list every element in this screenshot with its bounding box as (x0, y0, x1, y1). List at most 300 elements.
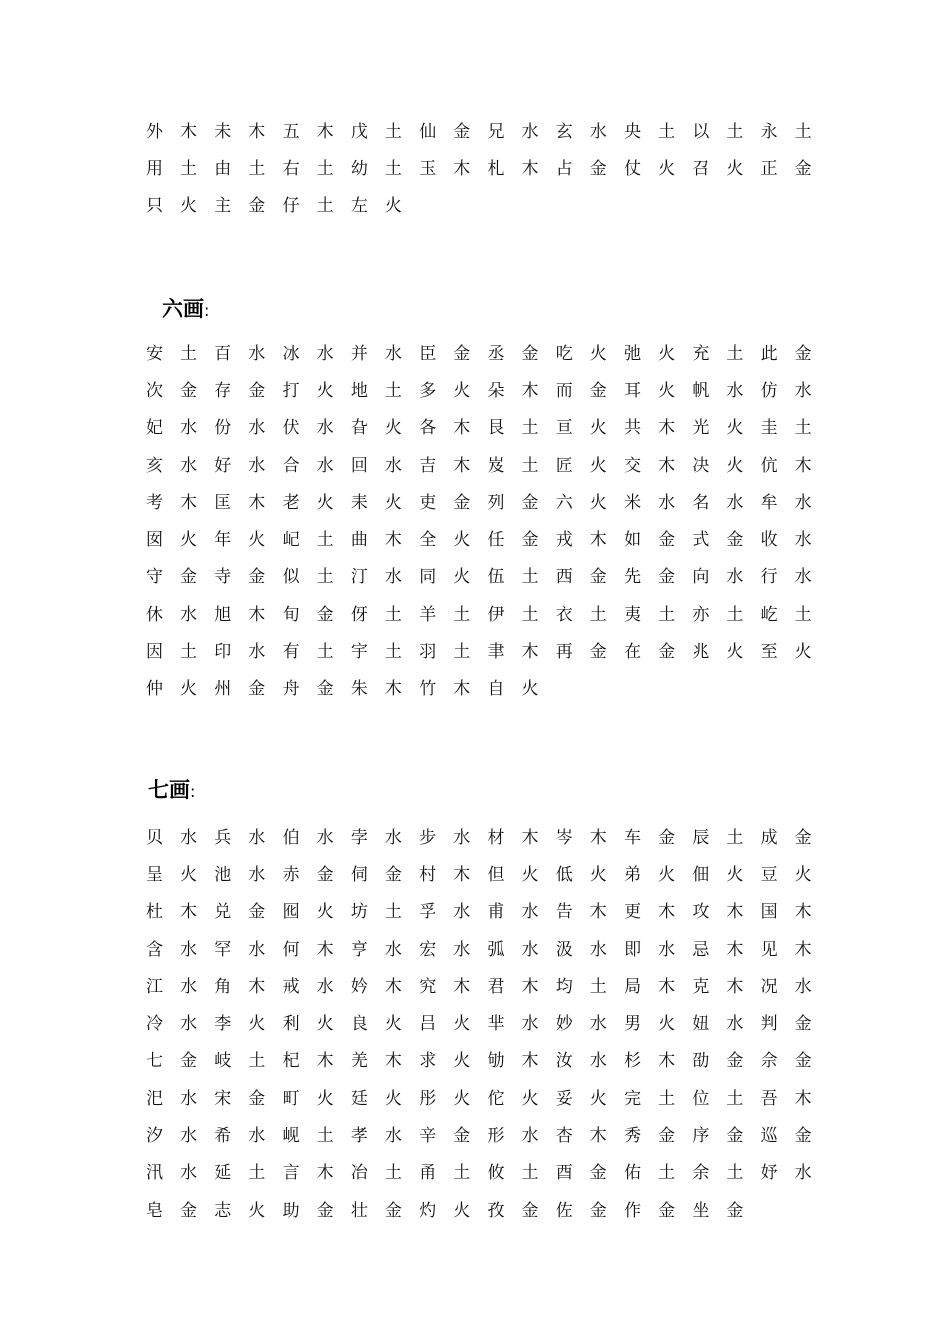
char-entry (146, 381, 214, 401)
char-entry (283, 344, 351, 364)
element-label: 火 (726, 158, 744, 179)
character: 戊 (350, 121, 368, 142)
element-label: 水 (726, 567, 744, 588)
character: 帆 (692, 380, 710, 401)
character: 妗 (350, 976, 368, 997)
element-label: 金 (180, 380, 197, 401)
element-label: 土 (384, 604, 402, 625)
character: 劭 (692, 1051, 710, 1072)
element-label: 木 (453, 455, 471, 476)
element-label: 火 (521, 864, 539, 885)
character: 孜 (487, 1200, 505, 1221)
character: 壮 (350, 1200, 368, 1221)
char-entry (419, 902, 487, 922)
character: 妃 (146, 418, 163, 439)
element-label: 水 (180, 418, 197, 439)
character: 佘 (760, 1051, 778, 1072)
char-row (146, 521, 829, 558)
char-entry (283, 122, 351, 142)
element-label: 金 (794, 1126, 812, 1147)
char-row (146, 819, 829, 856)
element-label: 水 (794, 1163, 812, 1184)
element-label: 火 (521, 679, 539, 700)
character: 亘 (555, 418, 573, 439)
character: 判 (760, 1014, 778, 1035)
character: 羽 (419, 642, 437, 663)
element-label: 土 (726, 604, 744, 625)
char-entry (419, 828, 487, 848)
char-entry (624, 605, 692, 625)
character: 国 (760, 902, 778, 923)
char-row (146, 410, 829, 447)
char-entry (624, 344, 692, 364)
char-entry (146, 828, 214, 848)
element-label: 水 (521, 902, 539, 923)
char-entry (624, 567, 692, 587)
element-label: 木 (453, 679, 471, 700)
character: 聿 (487, 642, 505, 663)
character: 兵 (214, 827, 232, 848)
element-label: 火 (589, 864, 607, 885)
character: 打 (282, 380, 300, 401)
char-entry (487, 642, 555, 662)
char-entry (214, 344, 282, 364)
element-label: 土 (384, 121, 402, 142)
character: 主 (214, 196, 232, 217)
element-label: 水 (316, 976, 334, 997)
char-row (146, 484, 829, 521)
char-entry (761, 605, 829, 625)
char-entry (692, 530, 760, 550)
element-label: 木 (384, 530, 402, 551)
char-entry (487, 344, 555, 364)
element-label: 火 (453, 1051, 471, 1072)
char-entry (556, 418, 624, 438)
char-row (146, 968, 829, 1005)
character: 朵 (487, 380, 505, 401)
char-entry (419, 1163, 487, 1183)
char-row (146, 633, 829, 670)
char-entry (487, 865, 555, 885)
element-label: 土 (453, 604, 471, 625)
char-entry (624, 381, 692, 401)
char-entry (146, 1163, 214, 1183)
character: 汐 (146, 1126, 163, 1147)
character: 寺 (214, 567, 232, 588)
character: 佃 (692, 864, 710, 885)
char-entry (214, 381, 282, 401)
element-label: 火 (658, 1014, 676, 1035)
character: 任 (487, 530, 505, 551)
char-entry (283, 1051, 351, 1071)
char-entry (487, 605, 555, 625)
element-label: 木 (384, 976, 402, 997)
element-label: 水 (180, 1163, 197, 1184)
char-entry (283, 196, 351, 216)
char-entry (146, 865, 214, 885)
element-label: 木 (589, 902, 607, 923)
char-entry (487, 1163, 555, 1183)
char-entry (692, 828, 760, 848)
char-entry (419, 642, 487, 662)
char-row (146, 1005, 829, 1042)
char-entry (624, 122, 692, 142)
element-label: 木 (589, 530, 607, 551)
character: 克 (692, 976, 710, 997)
element-label: 土 (794, 604, 812, 625)
character: 多 (419, 380, 437, 401)
char-row (146, 1192, 829, 1229)
element-label: 土 (316, 1126, 334, 1147)
element-label: 火 (384, 196, 402, 217)
character: 充 (692, 343, 710, 364)
char-entry (761, 1126, 829, 1146)
character: 兑 (214, 902, 232, 923)
char-row (146, 856, 829, 893)
character: 戒 (282, 976, 300, 997)
element-label: 水 (453, 827, 471, 848)
char-entry (556, 1089, 624, 1109)
char-entry (283, 1201, 351, 1221)
element-label: 火 (726, 864, 744, 885)
character: 右 (282, 158, 300, 179)
element-label: 土 (589, 604, 607, 625)
char-entry (692, 1089, 760, 1109)
char-entry (283, 679, 351, 699)
element-label: 木 (453, 158, 471, 179)
element-label: 土 (316, 642, 334, 663)
element-label: 火 (658, 158, 676, 179)
char-entry (283, 605, 351, 625)
element-label: 火 (726, 642, 744, 663)
element-label: 金 (589, 1163, 607, 1184)
element-label: 火 (453, 567, 471, 588)
char-entry (146, 456, 214, 476)
character: 坊 (350, 902, 368, 923)
character: 因 (146, 642, 163, 663)
character: 彤 (419, 1088, 437, 1109)
character: 豆 (760, 864, 778, 885)
char-entry (487, 456, 555, 476)
character: 伺 (350, 864, 368, 885)
char-entry (146, 940, 214, 960)
element-label: 火 (384, 418, 402, 439)
character: 五 (282, 121, 300, 142)
char-entry (556, 977, 624, 997)
char-entry (624, 159, 692, 179)
character: 如 (624, 530, 642, 551)
element-label: 土 (521, 1163, 539, 1184)
element-label: 金 (248, 679, 266, 700)
character: 妞 (692, 1014, 710, 1035)
character: 妤 (760, 1163, 778, 1184)
char-entry (214, 1163, 282, 1183)
character: 央 (624, 121, 642, 142)
element-label: 木 (180, 902, 197, 923)
character: 岐 (214, 1051, 232, 1072)
char-entry (419, 977, 487, 997)
element-label: 木 (248, 121, 266, 142)
char-entry (214, 1014, 282, 1034)
element-label: 水 (794, 492, 812, 513)
char-entry (419, 940, 487, 960)
character: 志 (214, 1200, 232, 1221)
element-label: 火 (521, 1088, 539, 1109)
element-label: 木 (658, 976, 676, 997)
char-entry (556, 122, 624, 142)
element-label: 土 (658, 1163, 676, 1184)
char-row (146, 894, 829, 931)
char-row (146, 671, 829, 708)
char-entry (692, 977, 760, 997)
character: 伍 (487, 567, 505, 588)
element-label: 火 (248, 1014, 266, 1035)
character: 弟 (624, 864, 642, 885)
char-entry (556, 159, 624, 179)
character: 更 (624, 902, 642, 923)
character: 向 (692, 567, 710, 588)
element-label: 木 (521, 1051, 539, 1072)
character: 作 (624, 1200, 642, 1221)
character: 光 (692, 418, 710, 439)
element-label: 水 (180, 1126, 197, 1147)
char-entry (351, 679, 419, 699)
element-label: 木 (248, 976, 266, 997)
char-entry (556, 530, 624, 550)
character: 百 (214, 343, 232, 364)
element-label: 水 (384, 567, 402, 588)
char-entry (146, 977, 214, 997)
char-entry (487, 159, 555, 179)
char-entry (351, 605, 419, 625)
char-entry (624, 530, 692, 550)
element-label: 木 (316, 939, 334, 960)
element-label: 金 (726, 1126, 744, 1147)
element-label: 水 (248, 642, 266, 663)
element-label: 水 (794, 567, 812, 588)
character: 自 (487, 679, 505, 700)
character: 低 (555, 864, 573, 885)
char-entry (487, 977, 555, 997)
character: 共 (624, 418, 642, 439)
char-entry (761, 642, 829, 662)
character: 助 (282, 1200, 300, 1221)
character: 曲 (350, 530, 368, 551)
character: 耒 (350, 492, 368, 513)
character: 局 (624, 976, 642, 997)
section-seven-strokes-list (146, 819, 829, 1229)
char-entry (351, 977, 419, 997)
character: 延 (214, 1163, 232, 1184)
element-label: 金 (794, 827, 812, 848)
character: 角 (214, 976, 232, 997)
element-label: 水 (180, 1088, 197, 1109)
character: 休 (146, 604, 163, 625)
char-entry (283, 642, 351, 662)
char-entry (761, 1089, 829, 1109)
char-entry (214, 159, 282, 179)
character: 甫 (487, 902, 505, 923)
element-label: 木 (658, 902, 676, 923)
character: 考 (146, 492, 163, 513)
element-label: 土 (316, 530, 334, 551)
char-entry (214, 679, 282, 699)
element-label: 火 (726, 418, 744, 439)
char-entry (146, 605, 214, 625)
element-label: 火 (589, 343, 607, 364)
element-label: 金 (658, 567, 676, 588)
character: 左 (350, 196, 368, 217)
character: 羊 (419, 604, 437, 625)
char-entry (624, 1163, 692, 1183)
character: 未 (214, 121, 232, 142)
char-entry (624, 1126, 692, 1146)
char-entry (351, 1201, 419, 1221)
character: 佑 (624, 1163, 642, 1184)
char-entry (146, 1014, 214, 1034)
char-entry (761, 122, 829, 142)
character: 占 (555, 158, 573, 179)
character: 玄 (555, 121, 573, 142)
character: 玉 (419, 158, 437, 179)
section-six-strokes-list (146, 335, 829, 708)
element-label: 火 (794, 642, 812, 663)
element-label: 金 (453, 1126, 471, 1147)
char-row (146, 1155, 829, 1192)
element-label: 金 (453, 343, 471, 364)
character: 余 (692, 1163, 710, 1184)
character: 含 (146, 939, 163, 960)
element-label: 水 (521, 939, 539, 960)
char-entry (419, 122, 487, 142)
character: 佐 (555, 1200, 573, 1221)
element-label: 水 (180, 1014, 197, 1035)
element-label: 金 (248, 567, 266, 588)
element-label: 水 (248, 343, 266, 364)
element-label: 金 (794, 343, 812, 364)
character: 甬 (419, 1163, 437, 1184)
char-entry (487, 902, 555, 922)
character: 灼 (419, 1200, 437, 1221)
element-label: 火 (316, 902, 334, 923)
element-label: 水 (384, 827, 402, 848)
element-label: 金 (589, 1200, 607, 1221)
character: 冷 (146, 1014, 163, 1035)
element-label: 水 (453, 902, 471, 923)
char-entry (556, 1014, 624, 1034)
element-label: 水 (726, 380, 744, 401)
element-label: 土 (384, 158, 402, 179)
char-entry (419, 1089, 487, 1109)
char-entry (419, 679, 487, 699)
character: 名 (692, 492, 710, 513)
char-entry (283, 530, 351, 550)
character: 弛 (624, 343, 642, 364)
char-entry (692, 456, 760, 476)
char-entry (692, 642, 760, 662)
character: 芈 (487, 1014, 505, 1035)
character: 良 (350, 1014, 368, 1035)
element-label: 火 (316, 1014, 334, 1035)
character: 交 (624, 455, 642, 476)
character: 安 (146, 343, 163, 364)
character: 坐 (692, 1200, 710, 1221)
character: 伉 (760, 455, 778, 476)
char-entry (692, 381, 760, 401)
char-entry (692, 902, 760, 922)
character: 秀 (624, 1126, 642, 1147)
char-entry (556, 493, 624, 513)
character: 冶 (350, 1163, 368, 1184)
char-entry (146, 642, 214, 662)
character: 旮 (350, 418, 368, 439)
character: 男 (624, 1014, 642, 1035)
char-entry (214, 865, 282, 885)
character: 仲 (146, 679, 163, 700)
element-label: 水 (316, 827, 334, 848)
char-entry (419, 605, 487, 625)
character: 以 (692, 121, 710, 142)
char-entry (214, 977, 282, 997)
element-label: 土 (180, 158, 197, 179)
char-entry (283, 940, 351, 960)
element-label: 水 (794, 380, 812, 401)
element-label: 土 (384, 380, 402, 401)
element-label: 木 (453, 976, 471, 997)
element-label: 水 (248, 1126, 266, 1147)
char-entry (692, 1014, 760, 1034)
character: 辰 (692, 827, 710, 848)
char-entry (556, 828, 624, 848)
character: 同 (419, 567, 437, 588)
character: 臣 (419, 343, 437, 364)
element-label: 水 (384, 1126, 402, 1147)
character: 皂 (146, 1200, 163, 1221)
element-label: 火 (453, 1088, 471, 1109)
element-label: 金 (316, 1200, 334, 1221)
element-label: 水 (384, 939, 402, 960)
char-entry (283, 567, 351, 587)
character: 究 (419, 976, 437, 997)
element-label: 火 (453, 1014, 471, 1035)
element-label: 水 (794, 976, 812, 997)
char-entry (556, 344, 624, 364)
character: 妙 (555, 1014, 573, 1035)
character: 亦 (692, 604, 710, 625)
character: 伢 (350, 604, 368, 625)
element-label: 水 (180, 939, 197, 960)
element-label: 水 (658, 492, 676, 513)
character: 吉 (419, 455, 437, 476)
element-label: 土 (726, 343, 744, 364)
char-entry (214, 940, 282, 960)
element-label: 水 (521, 121, 539, 142)
char-entry (146, 902, 214, 922)
char-entry (761, 418, 829, 438)
char-entry (692, 344, 760, 364)
char-entry (761, 567, 829, 587)
element-label: 水 (384, 343, 402, 364)
element-label: 火 (453, 1200, 471, 1221)
char-entry (419, 344, 487, 364)
element-label: 金 (180, 1051, 197, 1072)
char-entry (214, 1051, 282, 1071)
character: 吏 (419, 492, 437, 513)
element-label: 金 (726, 1200, 744, 1221)
character: 式 (692, 530, 710, 551)
character: 岘 (282, 1126, 300, 1147)
char-entry (692, 1201, 760, 1221)
